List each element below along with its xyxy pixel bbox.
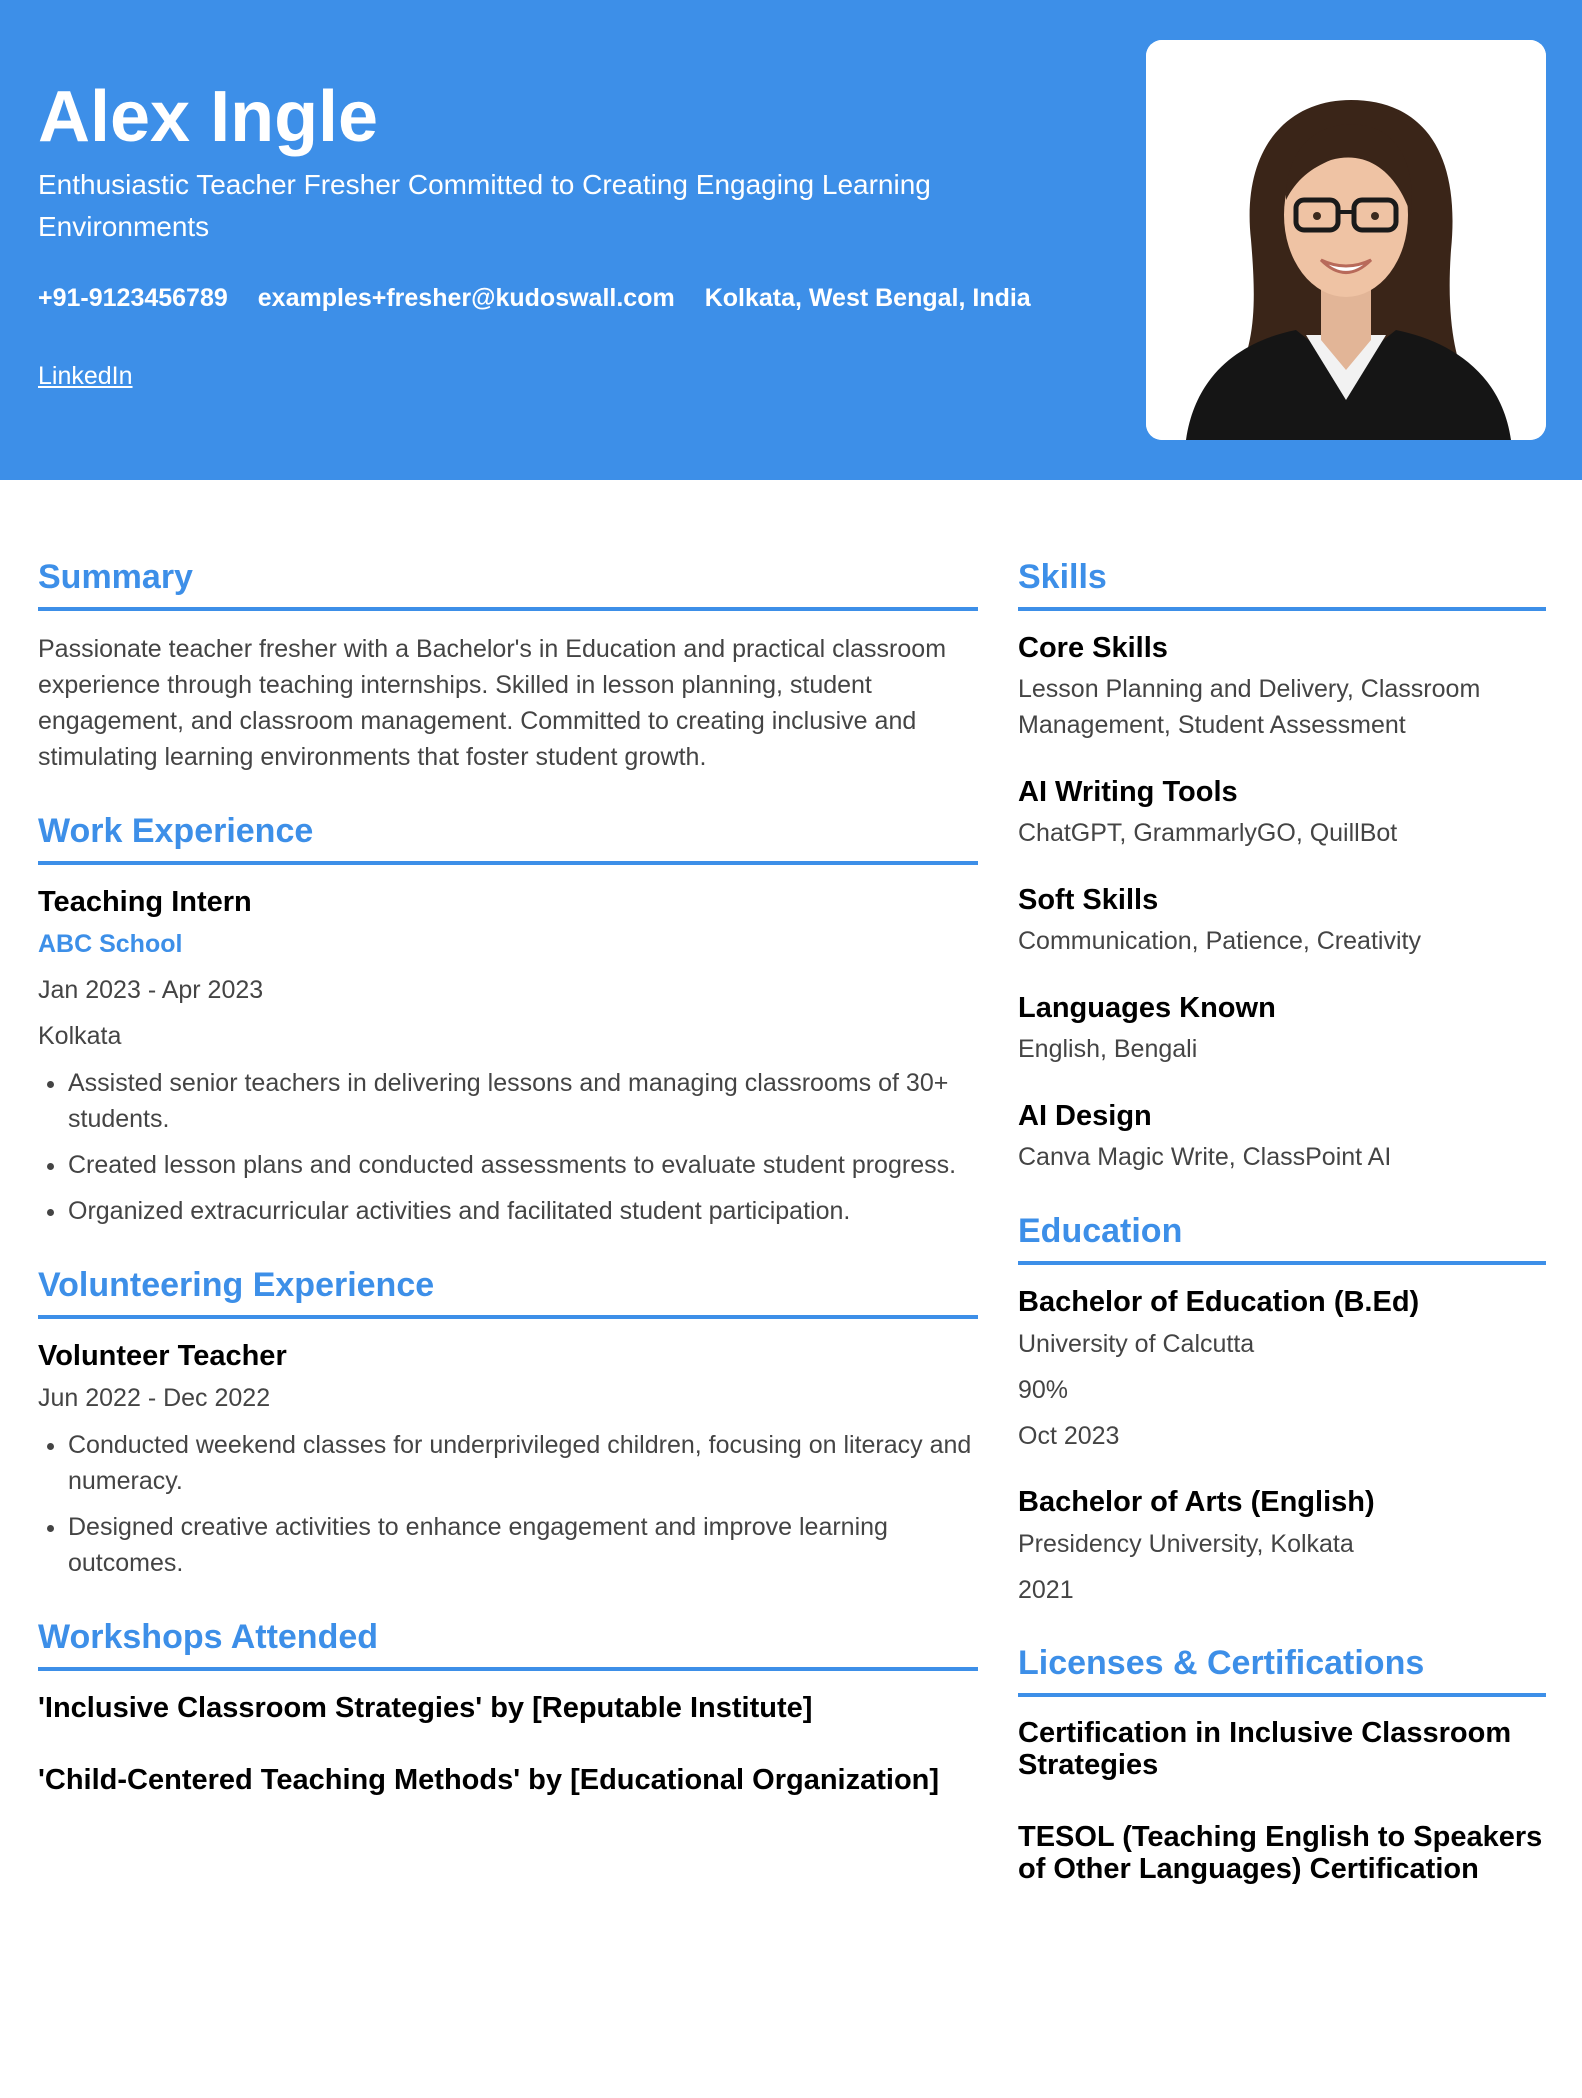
skill-group	[1018, 989, 1546, 1067]
skill-group-text: Communication, Patience, Creativity	[1018, 927, 1421, 955]
company-name: ABC School	[38, 930, 183, 958]
section-title-summary: Summary	[38, 555, 978, 611]
list-item: • Organized extracurricular activities and facilitated student participation.	[68, 1193, 978, 1229]
skill-group	[1018, 629, 1546, 743]
summary-text: Passionate teacher fresher with a Bachelor's in Education and practical classroom experience through teaching internships. Skilled in lesson planning, student engagement, and classroom management. Committed to creating inclusive and stimulating learning environments that foster student growth.	[38, 635, 947, 771]
section-title-volunteering: Volunteering Experience	[38, 1263, 978, 1319]
phone-number: +91-9123456789	[38, 284, 228, 312]
skill-group	[1018, 881, 1546, 959]
list-item: • Designed creative activities to enhance engagement and improve learning outcomes.	[68, 1509, 978, 1581]
right-column	[1018, 555, 1546, 1919]
certification-item: Certification in Inclusive Classroom Strategies	[1018, 1717, 1512, 1781]
education-date: 2021	[1018, 1576, 1074, 1604]
candidate-tagline: Enthusiastic Teacher Fresher Committed to Creating Engaging Learning Environments	[38, 169, 931, 242]
contact-row	[38, 284, 1031, 313]
list-item: • Conducted weekend classes for underprivileged children, focusing on literacy and numeracy.	[68, 1427, 978, 1499]
work-entry	[38, 883, 978, 1229]
degree-name: Bachelor of Arts (English)	[1018, 1486, 1375, 1518]
summary-section	[38, 555, 978, 775]
profile-photo	[1146, 40, 1546, 440]
education-entry	[1018, 1483, 1546, 1607]
volunteering-section	[38, 1263, 978, 1581]
candidate-name: Alex Ingle	[38, 77, 379, 157]
skill-group-name: AI Design	[1018, 1100, 1152, 1132]
skills-section	[1018, 555, 1546, 1175]
workshop-item: 'Inclusive Classroom Strategies' by [Reputable Institute]	[38, 1692, 813, 1724]
linkedin-link[interactable]: LinkedIn	[38, 362, 133, 390]
school-name: University of Calcutta	[1018, 1330, 1255, 1358]
work-experience-section	[38, 809, 978, 1229]
skill-group	[1018, 1097, 1546, 1175]
list-item: • Created lesson plans and conducted assessments to evaluate student progress.	[68, 1147, 978, 1183]
education-score: 90%	[1018, 1376, 1069, 1404]
section-title-workshops: Workshops Attended	[38, 1615, 978, 1671]
degree-name: Bachelor of Education (B.Ed)	[1018, 1286, 1420, 1318]
skill-group-name: Core Skills	[1018, 632, 1168, 664]
list-item: • Assisted senior teachers in delivering lessons and managing classrooms of 30+ students.	[68, 1065, 978, 1137]
workshops-section	[38, 1615, 978, 1799]
section-title-skills: Skills	[1018, 555, 1546, 611]
education-section	[1018, 1209, 1546, 1607]
section-title-education: Education	[1018, 1209, 1546, 1265]
skill-group-text: Lesson Planning and Delivery, Classroom Management, Student Assessment	[1018, 675, 1481, 739]
location: Kolkata, West Bengal, India	[704, 284, 1031, 312]
certification-item: TESOL (Teaching English to Speakers of Other Languages) Certification	[1018, 1821, 1543, 1885]
workshop-item: 'Child-Centered Teaching Methods' by [Educational Organization]	[38, 1764, 940, 1796]
resume-header	[0, 0, 1582, 480]
skill-group-name: Languages Known	[1018, 992, 1276, 1024]
volunteer-role: Volunteer Teacher	[38, 1340, 287, 1372]
skill-group-text: English, Bengali	[1018, 1035, 1198, 1063]
volunteer-dates: Jun 2022 - Dec 2022	[38, 1384, 271, 1412]
job-title: Teaching Intern	[38, 886, 252, 918]
left-column	[38, 555, 978, 1833]
skill-group	[1018, 773, 1546, 851]
certifications-section	[1018, 1641, 1546, 1885]
education-entry	[1018, 1283, 1546, 1453]
school-name: Presidency University, Kolkata	[1018, 1530, 1354, 1558]
skill-group-name: AI Writing Tools	[1018, 776, 1238, 808]
job-dates: Jan 2023 - Apr 2023	[38, 976, 264, 1004]
skill-group-text: Canva Magic Write, ClassPoint AI	[1018, 1143, 1392, 1171]
job-location: Kolkata	[38, 1022, 122, 1050]
education-date: Oct 2023	[1018, 1422, 1120, 1450]
skill-group-name: Soft Skills	[1018, 884, 1159, 916]
volunteer-entry	[38, 1337, 978, 1581]
email-address: examples+fresher@kudoswall.com	[257, 284, 675, 312]
skill-group-text: ChatGPT, GrammarlyGO, QuillBot	[1018, 819, 1398, 847]
volunteer-bullets	[38, 1427, 978, 1581]
section-title-certifications: Licenses & Certifications	[1018, 1641, 1546, 1697]
section-title-work-experience: Work Experience	[38, 809, 978, 865]
job-bullets	[38, 1065, 978, 1229]
